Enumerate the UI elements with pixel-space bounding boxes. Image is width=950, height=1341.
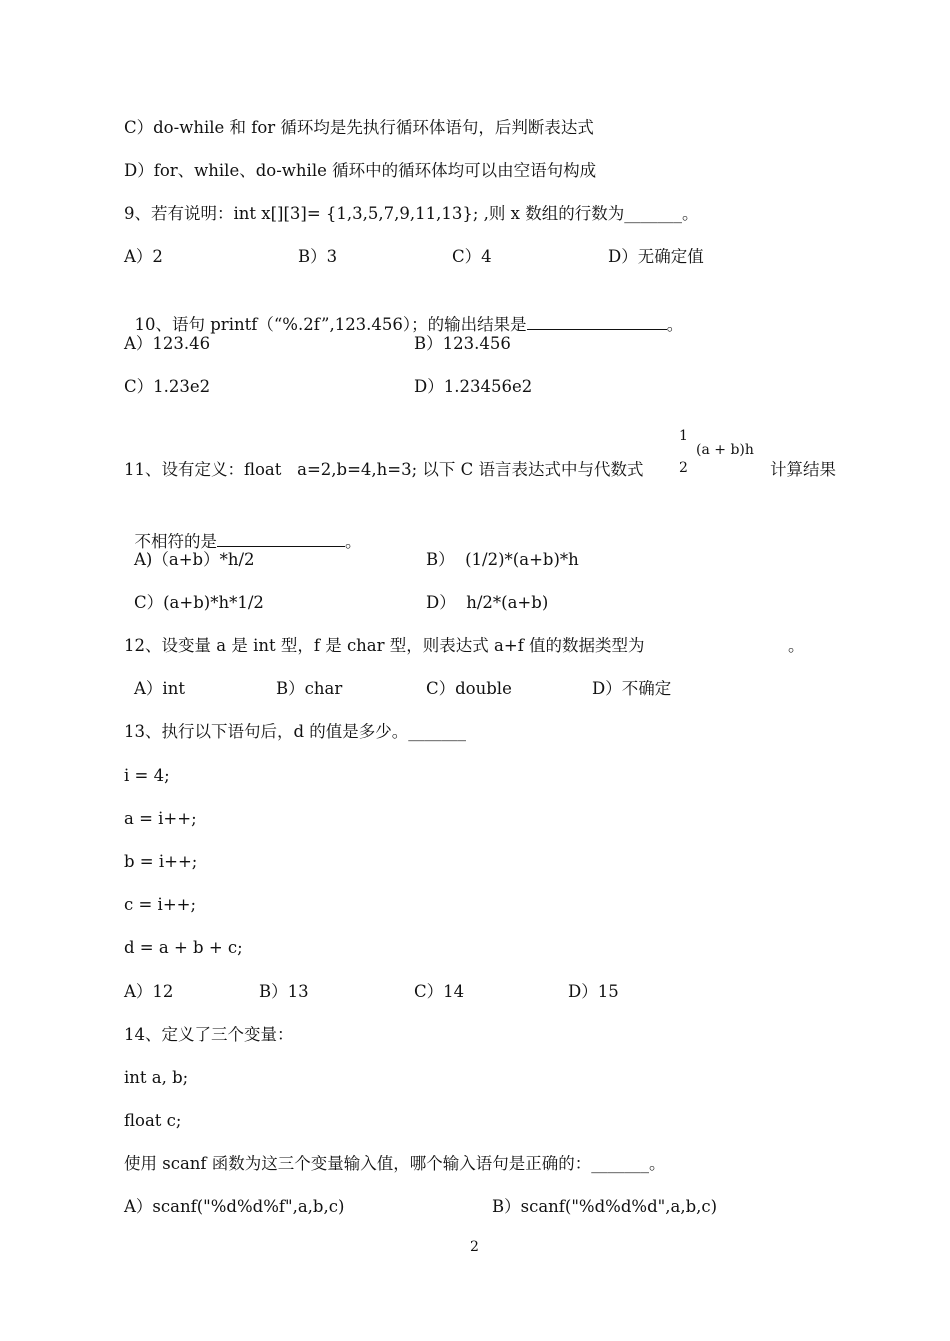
q11-option-d: D） h/2*(a+b)	[426, 593, 549, 612]
q14-question: 使用 scanf 函数为这三个变量输入值，哪个输入语句是正确的：_______。	[124, 1154, 666, 1173]
q11-stem-tail: 计算结果	[770, 460, 836, 479]
q11-answer-blank	[217, 528, 345, 547]
q11-option-a: A)（a+b）*h/2	[134, 550, 255, 569]
q9-option-a: A）2	[124, 247, 163, 266]
q9-stem: 9、若有说明：int x[][3]= {1,3,5,7,9,11,13}; ,则 x 数组的行数为_______。	[124, 204, 699, 223]
q10-stem: 10、语句 printf（“%.2f”,123.456）；的输出结果是	[134, 315, 527, 334]
q13-option-c: C）14	[414, 982, 465, 1001]
q14-code-line: float c;	[124, 1111, 182, 1130]
q10-option-b: B）123.456	[414, 334, 511, 353]
q13-stem: 13、执行以下语句后，d 的值是多少。_______	[124, 722, 467, 741]
q11-option-c: C）(a+b)*h*1/2	[134, 593, 264, 612]
q13-code-line: b = i++;	[124, 852, 198, 871]
q11-fraction-denominator: 2	[679, 460, 688, 476]
q12-stem: 12、设变量 a 是 int 型，f 是 char 型，则表达式 a+f 值的数据类型为	[124, 636, 645, 655]
q11-option-b: B） (1/2)*(a+b)*h	[426, 550, 579, 569]
q10-option-d: D）1.23456e2	[414, 377, 533, 396]
q11-algebraic-expression: (a + b)h	[696, 442, 754, 458]
q14-stem: 14、定义了三个变量：	[124, 1025, 294, 1044]
q14-option-a: A）scanf("%d%d%f",a,b,c)	[124, 1197, 345, 1216]
q11-stem-line2-end: 。	[345, 532, 362, 551]
q11-stem: 11、设有定义：float a=2,b=4,h=3; 以下 C 语言表达式中与代数式	[124, 460, 644, 479]
q10-answer-blank	[527, 311, 667, 330]
q14-code-line: int a, b;	[124, 1068, 189, 1087]
q8-option-c: C）do-while 和 for 循环均是先执行循环体语句，后判断表达式	[124, 118, 594, 137]
q11-stem-line2	[124, 506, 362, 553]
q9-option-c: C）4	[452, 247, 492, 266]
q13-code-line: i = 4;	[124, 766, 170, 785]
q14-option-b: B）scanf("%d%d%d",a,b,c)	[492, 1197, 718, 1216]
q10-stem-end: 。	[666, 315, 684, 334]
q11-fraction-numerator: 1	[679, 428, 688, 444]
q9-option-b: B）3	[298, 247, 338, 266]
q12-option-a: A）int	[134, 679, 185, 698]
q10-stem-line	[124, 289, 683, 336]
q13-code-line: c = i++;	[124, 895, 197, 914]
q13-option-b: B）13	[259, 982, 309, 1001]
q13-code-line: a = i++;	[124, 809, 197, 828]
page-number: 2	[470, 1239, 479, 1255]
q11-stem-line2-text: 不相符的是	[134, 532, 217, 551]
q13-option-a: A）12	[124, 982, 174, 1001]
q8-option-d: D）for、while、do-while 循环中的循环体均可以由空语句构成	[124, 161, 597, 180]
q9-option-d: D）无确定值	[608, 247, 704, 266]
q12-option-b: B）char	[276, 679, 343, 698]
q12-stem-end: 。	[788, 636, 805, 655]
q10-option-a: A）123.46	[124, 334, 211, 353]
q10-option-c: C）1.23e2	[124, 377, 211, 396]
q12-option-c: C）double	[426, 679, 512, 698]
q13-code-line: d = a + b + c;	[124, 938, 243, 957]
q12-option-d: D）不确定	[592, 679, 672, 698]
q13-option-d: D）15	[568, 982, 619, 1001]
